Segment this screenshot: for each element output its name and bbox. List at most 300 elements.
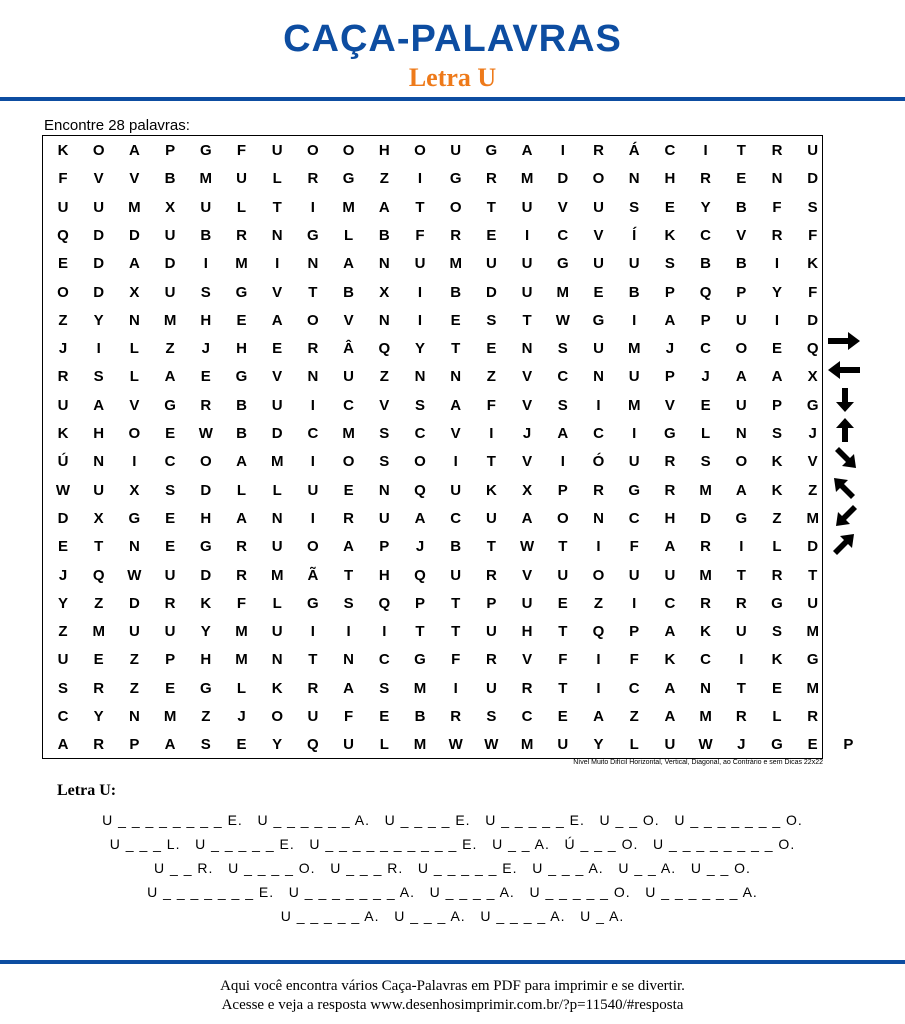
grid-letter: U [521,198,533,216]
grid-letter: Â [343,340,355,358]
grid-letter: C [664,594,676,612]
grid-letter: B [735,255,747,273]
grid-letter: U [271,538,283,556]
grid-letter: L [344,226,354,244]
grid-letter: U [557,566,569,584]
word-list-line: U _ _ _ _ _ _ _ _ E. U _ _ _ _ _ _ A. U _ _ _ _ E. U _ _ _ _ _ E. U _ _ O. U _ _ _ _ _ _ _ O. [102,812,803,828]
grid-letter: U [378,509,390,527]
grid-letter: W [698,736,713,754]
word-list-line: U _ _ _ _ _ _ _ E. U _ _ _ _ _ _ _ A. U _ _ _ _ A. U _ _ _ _ _ O. U _ _ _ _ _ _ A. [147,884,758,900]
grid-letter: O [199,453,212,471]
grid-letter: Q [806,340,819,358]
grid-letter: S [486,311,497,329]
grid-letter: F [808,283,818,301]
grid-letter: E [557,594,568,612]
grid-letter: F [558,651,568,669]
grid-letter: E [343,481,354,499]
grid-letter: B [236,396,247,414]
grid-letter: D [128,226,140,244]
grid-letter: C [628,679,640,697]
grid-letter: P [771,396,782,414]
grid-letter: P [664,368,675,386]
grid-letter: O [57,283,69,301]
grid-letter: X [129,481,140,499]
grid-letter: D [700,509,712,527]
grid-letter: O [414,453,426,471]
grid-letter: A [271,311,283,329]
grid-letter: I [417,283,423,301]
grid-letter: D [93,283,105,301]
arrow-down-icon [834,386,856,414]
grid-letter: P [165,651,176,669]
grid-letter: K [485,481,497,499]
grid-letter: T [486,538,496,556]
grid-letter: R [807,708,819,725]
grid-letter: T [94,538,104,556]
grid-letter: U [57,651,69,669]
grid-letter: G [628,481,641,499]
grid-letter: D [200,481,212,499]
grid-letter: R [57,368,69,386]
grid-letter: A [57,736,69,754]
grid-letter: P [664,283,675,301]
grid-letter: S [379,453,390,471]
grid-letter: V [93,170,104,188]
grid-letter: L [772,538,782,556]
grid-letter: R [700,170,712,188]
arrow-down-left-icon [832,502,860,530]
grid-letter: Q [592,623,605,641]
grid-letter: Y [414,340,425,358]
grid-letter: M [270,566,284,584]
grid-letter: H [93,425,105,442]
grid-letter: Q [307,736,319,754]
grid-letter: C [343,396,355,414]
arrow-down-right-icon [832,444,860,472]
grid-letter: L [236,679,247,697]
puzzle-intro: Encontre 28 palavras: [44,117,190,134]
grid-letter: E [379,708,390,725]
grid-letter: N [735,425,747,442]
grid-letter: I [596,679,601,697]
grid-letter: H [236,340,247,358]
grid-letter: E [593,283,604,301]
grid-letter: M [806,679,819,697]
grid-letter: H [378,566,390,584]
grid-letter: G [735,509,748,527]
grid-letter: E [736,170,747,188]
grid-letter: S [807,198,818,216]
grid-letter: U [735,623,747,641]
grid-letter: U [164,566,176,584]
grid-letter: T [558,538,568,556]
grid-letter: I [739,651,744,669]
grid-letter: I [203,255,208,273]
grid-letter: M [128,198,141,216]
grid-letter: O [342,453,355,471]
grid-letter: R [450,226,462,244]
footer-line-2: Acesse e veja a resposta www.desenhosimprimir.com.br/?p=11540/#resposta [221,997,684,1013]
grid-letter: U [628,566,640,584]
grid-letter: Í [632,226,637,244]
grid-letter: I [739,538,744,556]
grid-letter: E [236,311,247,329]
grid-letter: U [628,255,640,273]
grid-letter: V [522,453,533,471]
grid-letter: I [417,311,423,329]
grid-letter: M [806,623,819,641]
grid-letter: O [735,340,748,358]
grid-letter: N [771,170,783,188]
grid-letter: M [413,679,427,697]
grid-letter: L [129,368,139,386]
grid-letter: V [593,226,604,244]
grid-letter: C [593,425,604,442]
grid-letter: A [450,396,462,414]
grid-letter: K [771,481,783,499]
grid-letter: P [486,594,497,612]
grid-letter: G [307,226,319,244]
grid-letter: Z [808,481,818,499]
grid-letter: V [272,283,283,301]
page-title: CAÇA-PALAVRAS [283,18,622,60]
grid-letter: Ã [307,566,319,584]
grid-letter: I [560,142,565,159]
grid-letter: H [200,651,212,669]
grid-letter: R [93,736,105,754]
grid-letter: Z [379,170,389,188]
grid-letter: T [736,142,746,159]
grid-letter: N [271,226,283,244]
grid-letter: Ú [57,453,69,471]
grid-letter: K [271,679,283,697]
grid-letter: S [771,623,782,641]
grid-letter: F [58,170,68,188]
grid-letter: W [448,736,463,754]
grid-letter: A [343,538,355,556]
arrow-right-icon [826,330,862,352]
grid-letter: T [558,679,568,697]
grid-letter: I [310,623,315,641]
grid-letter: X [93,509,104,527]
word-list-title: Letra U: [57,782,117,799]
grid-letter: P [843,736,854,754]
grid-letter: A [164,368,176,386]
grid-letter: J [58,566,68,584]
grid-letter: R [307,340,319,358]
grid-letter: U [93,481,105,499]
grid-letter: O [307,311,319,329]
grid-letter: T [486,198,496,216]
grid-letter: C [700,226,712,244]
grid-letter: I [632,425,637,442]
grid-letter: E [486,340,497,358]
grid-letter: V [522,368,533,386]
grid-letter: E [165,538,176,556]
grid-letter: F [629,651,639,669]
grid-letter: C [307,425,319,442]
grid-letter: L [272,170,282,188]
grid-letter: D [807,170,819,188]
grid-letter: I [417,170,423,188]
grid-letter: R [164,594,176,612]
grid-letter: E [807,736,818,754]
grid-letter: G [771,594,783,612]
grid-letter: G [199,679,212,697]
grid-letter: A [664,679,676,697]
grid-letter: M [163,311,177,329]
grid-letter: B [450,538,462,556]
grid-letter: M [699,481,712,499]
grid-letter: Y [272,736,283,754]
grid-letter: Z [129,651,139,669]
grid-letter: U [485,255,497,273]
grid-letter: M [556,283,570,301]
grid-letter: I [560,453,565,471]
grid-letter: L [272,594,282,612]
grid-letter: W [55,481,71,499]
grid-letter: A [236,453,247,471]
grid-letter: E [57,538,68,556]
grid-letter: A [557,425,569,442]
grid-letter: V [522,566,533,584]
grid-letter: B [735,198,747,216]
grid-letter: B [200,226,212,244]
grid-letter: E [450,311,461,329]
grid-letter: U [236,170,247,188]
grid-letter: R [700,594,712,612]
grid-letter: Z [165,340,175,358]
grid-letter: N [628,170,640,188]
grid-letter: R [735,594,747,612]
grid-letter: I [453,679,458,697]
word-list-line: U _ _ _ _ _ A. U _ _ _ A. U _ _ _ _ A. U _ A. [280,908,625,924]
grid-letter: U [164,283,176,301]
grid-letter: U [200,198,212,216]
grid-letter: R [93,679,105,697]
grid-letter: N [378,255,390,273]
grid-letter: T [558,623,568,641]
grid-letter: R [521,679,533,697]
grid-letter: U [628,368,640,386]
grid-letter: H [378,142,390,159]
arrow-up-left-icon [830,474,858,502]
grid-letter: A [164,736,176,754]
grid-letter: U [521,255,533,273]
grid-letter: Z [129,679,139,697]
grid-letter: X [129,283,140,301]
grid-letter: C [664,142,676,159]
grid-letter: U [271,396,283,414]
header-divider [0,97,905,101]
grid-letter: B [700,255,712,273]
grid-letter: V [522,396,533,414]
grid-letter: M [520,736,534,754]
grid-letter: R [664,453,676,471]
grid-letter: E [700,396,711,414]
grid-letter: E [165,509,176,527]
grid-letter: N [378,311,390,329]
grid-letter: I [703,142,708,159]
grid-letter: F [236,594,247,612]
grid-letter: K [700,623,712,641]
grid-letter: U [271,142,283,159]
grid-letter: F [415,226,425,244]
grid-letter: Y [93,311,104,329]
grid-letter: U [521,283,533,301]
grid-letter: G [485,142,498,159]
grid-letter: S [200,283,211,301]
grid-letter: G [235,368,248,386]
grid-letter: S [557,396,568,414]
grid-letter: N [521,340,533,358]
footer-divider [0,960,905,964]
grid-letter: F [451,651,461,669]
grid-letter: C [521,708,533,725]
grid-letter: A [128,142,140,159]
grid-letter: O [592,566,605,584]
grid-letter: N [593,368,604,386]
grid-letter: I [632,311,637,329]
grid-letter: N [593,509,604,527]
grid-letter: A [521,509,533,527]
grid-letter: I [310,198,315,216]
grid-letter: B [164,170,176,188]
grid-letter: Z [629,708,639,725]
grid-letter: P [129,736,140,754]
grid-letter: S [629,198,640,216]
grid-letter: U [593,198,604,216]
grid-letter: P [557,481,568,499]
grid-letter: E [664,198,675,216]
grid-letter: R [593,142,604,159]
grid-letter: O [342,142,355,159]
grid-letter: D [128,594,140,612]
grid-letter: X [379,283,390,301]
grid-letter: Q [57,226,69,244]
grid-letter: R [307,679,319,697]
grid-letter: E [236,736,247,754]
grid-letter: I [774,255,780,273]
grid-letter: U [343,368,355,386]
grid-letter: V [129,170,140,188]
grid-letter: M [449,255,462,273]
grid-letter: G [199,538,212,556]
grid-letter: A [343,255,355,273]
arrow-up-icon [834,416,856,444]
grid-letter: H [521,623,533,641]
grid-letter: M [627,396,641,414]
grid-letter: C [557,226,569,244]
grid-letter: N [128,538,140,556]
grid-letter: C [557,368,569,386]
grid-letter: C [414,425,426,442]
grid-letter: K [664,226,676,244]
grid-letter: G [342,170,355,188]
grid-letter: S [165,481,176,499]
grid-letter: C [57,708,69,725]
grid-letter: V [736,226,747,244]
grid-letter: R [236,538,247,556]
grid-letter: W [484,736,499,754]
page-subtitle: Letra U [408,63,497,92]
grid-letter: Y [93,708,104,725]
grid-letter: F [486,396,496,414]
grid-letter: B [378,226,390,244]
grid-letter: U [485,679,497,697]
grid-letter: I [132,453,137,471]
grid-letter: K [771,453,783,471]
grid-letter: H [200,509,212,527]
grid-letter: U [557,736,569,754]
word-list-line: U _ _ R. U _ _ _ _ O. U _ _ _ R. U _ _ _ _ _ E. U _ _ _ A. U _ _ A. U _ _ O. [154,860,751,876]
grid-letter: U [628,453,640,471]
grid-letter: V [557,198,568,216]
grid-letter: A [664,708,676,725]
grid-letter: G [556,255,569,273]
grid-letter: L [129,340,139,358]
grid-letter: Q [92,566,105,584]
grid-letter: U [414,255,426,273]
grid-letter: R [307,170,319,188]
grid-letter: B [236,425,247,442]
grid-letter: L [272,481,282,499]
grid-letter: C [628,509,640,527]
grid-letter: Z [58,311,68,329]
grid-letter: G [806,651,819,669]
grid-letter: U [521,594,533,612]
grid-letter: S [771,425,782,442]
grid-letter: A [664,311,676,329]
grid-letter: A [378,198,390,216]
grid-letter: O [307,538,319,556]
grid-letter: I [525,226,530,244]
grid-letter: C [378,651,390,669]
grid-letter: R [771,566,783,584]
footer-line-1: Aqui você encontra vários Caça-Palavras em PDF para imprimir e se divertir. [220,978,685,994]
grid-letter: M [342,425,355,442]
grid-letter: A [236,509,247,527]
grid-letter: K [771,651,783,669]
grid-letter: J [522,425,532,442]
grid-letter: O [735,453,748,471]
grid-letter: W [555,311,570,329]
grid-letter: W [520,538,535,556]
grid-letter: T [308,651,318,669]
grid-letter: U [735,311,747,329]
grid-letter: N [414,368,426,386]
grid-letter: G [449,170,462,188]
grid-letter: I [489,425,494,442]
grid-letter: U [93,198,105,216]
grid-letter: R [485,651,497,669]
grid-letter: P [629,623,640,641]
grid-letter: V [807,453,818,471]
grid-letter: M [235,255,248,273]
grid-letter: T [272,198,282,216]
grid-letter: A [128,255,140,273]
grid-letter: G [771,736,783,754]
grid-letter: J [665,340,675,358]
grid-letter: T [736,679,746,697]
grid-letter: P [736,283,747,301]
grid-letter: H [200,311,212,329]
grid-letter: R [485,566,497,584]
grid-letter: S [379,425,390,442]
grid-letter: Y [700,198,711,216]
grid-letter: R [236,566,247,584]
grid-letter: U [450,142,462,159]
